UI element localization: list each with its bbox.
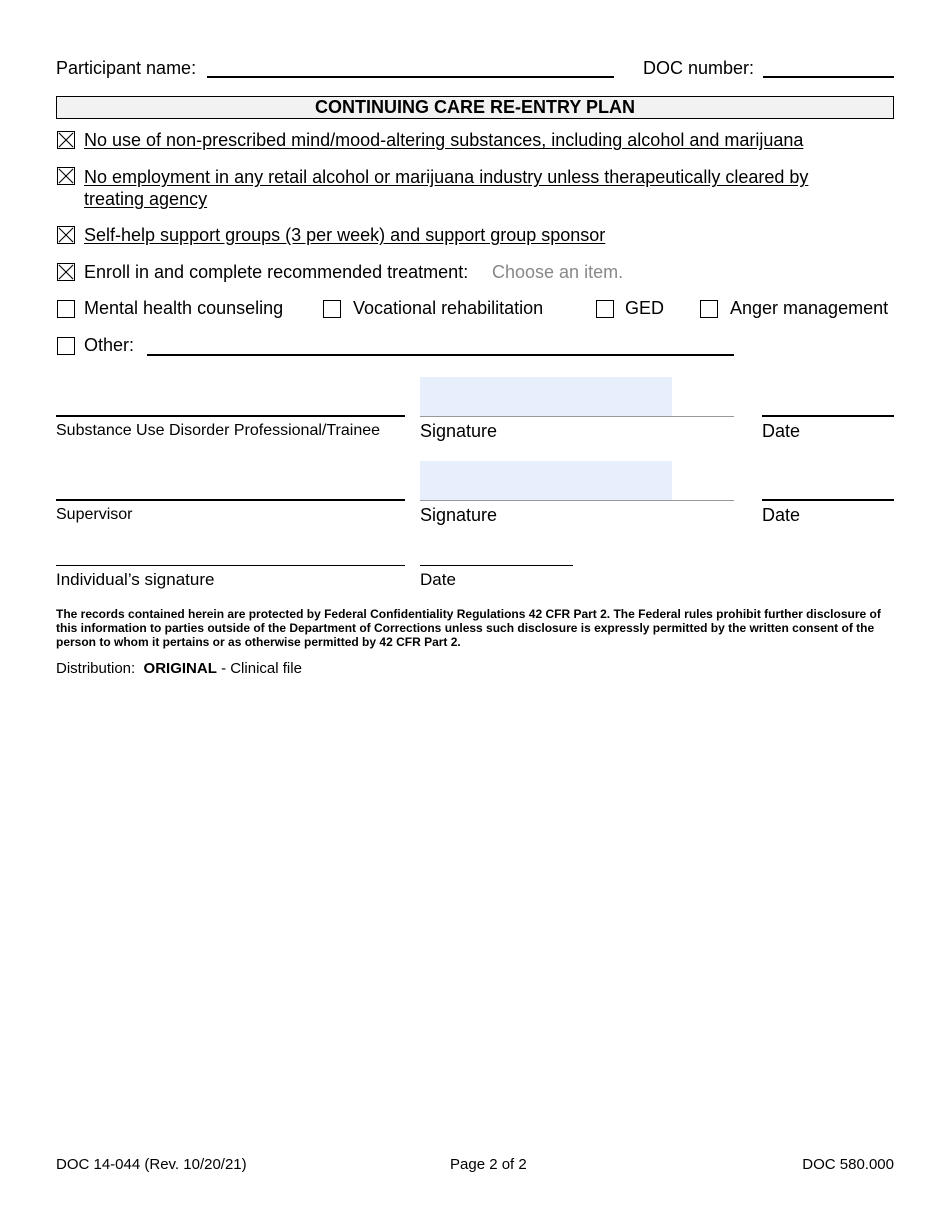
condition-1-checkbox[interactable] [57, 131, 75, 149]
supervisor-line[interactable] [56, 499, 405, 501]
condition-3-label: Self-help support groups (3 per week) and support group sponsor [84, 225, 606, 245]
condition-2-checkbox[interactable] [57, 167, 75, 185]
date-1-field[interactable] [762, 415, 894, 417]
signature-1-field[interactable] [420, 377, 672, 416]
other-checkbox[interactable] [57, 337, 75, 355]
other-label: Other: [84, 335, 135, 355]
policy-number: DOC 580.000 [802, 1156, 894, 1173]
signature-1-label: Signature [420, 421, 498, 441]
sud-professional-line[interactable] [56, 415, 405, 417]
page-number: Page 2 of 2 [450, 1156, 527, 1173]
date-1-label: Date [762, 421, 801, 441]
anger-management-checkbox[interactable] [700, 300, 718, 318]
supervisor-label: Supervisor [56, 506, 133, 523]
ged-label: GED [625, 298, 665, 318]
mental-health-checkbox[interactable] [57, 300, 75, 318]
mental-health-label: Mental health counseling [84, 298, 284, 318]
condition-3-checkbox[interactable] [57, 226, 75, 244]
form-id: DOC 14-044 (Rev. 10/20/21) [56, 1156, 247, 1173]
treatment-dropdown[interactable]: Choose an item. [492, 262, 624, 282]
condition-2-label-line2: treating agency [84, 189, 208, 209]
signature-2-field[interactable] [420, 461, 672, 500]
vocational-rehab-label: Vocational rehabilitation [353, 298, 544, 318]
date-2-label: Date [762, 505, 801, 525]
condition-2-label-line1: No employment in any retail alcohol or marijuana industry unless therapeutically cleared by [84, 167, 809, 187]
checked-x-icon [58, 132, 74, 148]
signature-2-label: Signature [420, 505, 498, 525]
anger-management-label: Anger management [730, 298, 889, 318]
date-2-field[interactable] [762, 499, 894, 501]
confidentiality-notice: The records contained herein are protected by Federal Confidentiality Regulations 42 CFR Part 2. The Federal rules prohibit further disclosure of this information to parties outside of the Department of Corrections unless such disclosure is expressly permitted by the written consent of the person to whom it pertains or as otherwise permitted by 42 CFR Part 2. [56, 607, 881, 649]
participant-name-field[interactable] [207, 52, 614, 78]
distribution-rest: - Clinical file [221, 660, 302, 677]
checked-x-icon [58, 168, 74, 184]
individual-signature-line[interactable] [56, 565, 405, 566]
checked-x-icon [58, 264, 74, 280]
plan-title: CONTINUING CARE RE-ENTRY PLAN [56, 96, 894, 119]
date-3-label: Date [420, 570, 456, 589]
doc-number-label: DOC number: [643, 58, 755, 78]
distribution [56, 659, 302, 679]
condition-4-label: Enroll in and complete recommended treatment: [84, 262, 469, 282]
vocational-rehab-checkbox[interactable] [323, 300, 341, 318]
signature-2-line [420, 500, 734, 501]
doc-number-field[interactable] [763, 52, 894, 78]
condition-1-label: No use of non-prescribed mind/mood-altering substances, including alcohol and marijuana [84, 130, 804, 150]
sud-professional-label: Substance Use Disorder Professional/Trainee [56, 422, 381, 439]
checked-x-icon [58, 227, 74, 243]
date-3-field[interactable] [420, 565, 573, 566]
other-field[interactable] [147, 330, 734, 356]
ged-checkbox[interactable] [596, 300, 614, 318]
individual-signature-label: Individual’s signature [56, 570, 215, 589]
participant-name-label: Participant name: [56, 58, 197, 78]
condition-4-checkbox[interactable] [57, 263, 75, 281]
distribution-original: ORIGINAL [143, 660, 217, 677]
distribution-label: Distribution: [56, 660, 136, 677]
signature-1-line [420, 416, 734, 417]
